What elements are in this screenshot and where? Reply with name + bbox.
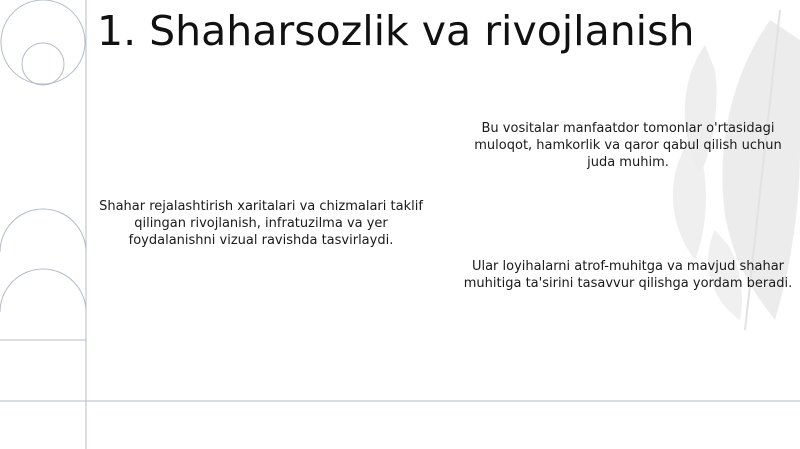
circle-outline	[1, 0, 85, 85]
left-paragraph: Shahar rejalashtirish xaritalari va chizmalari taklif qilingan rivojlanish, infratuzilma va yer foydalanishni vizual ravishda tasvirlaydi.	[99, 199, 423, 248]
arch-outline	[0, 209, 86, 312]
slide-title: 1. Shaharsozlik va rivojlanish	[97, 7, 695, 55]
right-top-paragraph: Bu vositalar manfaatdor tomonlar o'rtasidagi muloqot, hamkorlik va qaror qabul qilish uchun juda muhim.	[474, 121, 782, 170]
right-bottom-paragraph: Ular loyihalarni atrof-muhitga va mavjud shahar muhitiga ta'sirini tasavvur qilishga yordam beradi.	[463, 259, 793, 291]
